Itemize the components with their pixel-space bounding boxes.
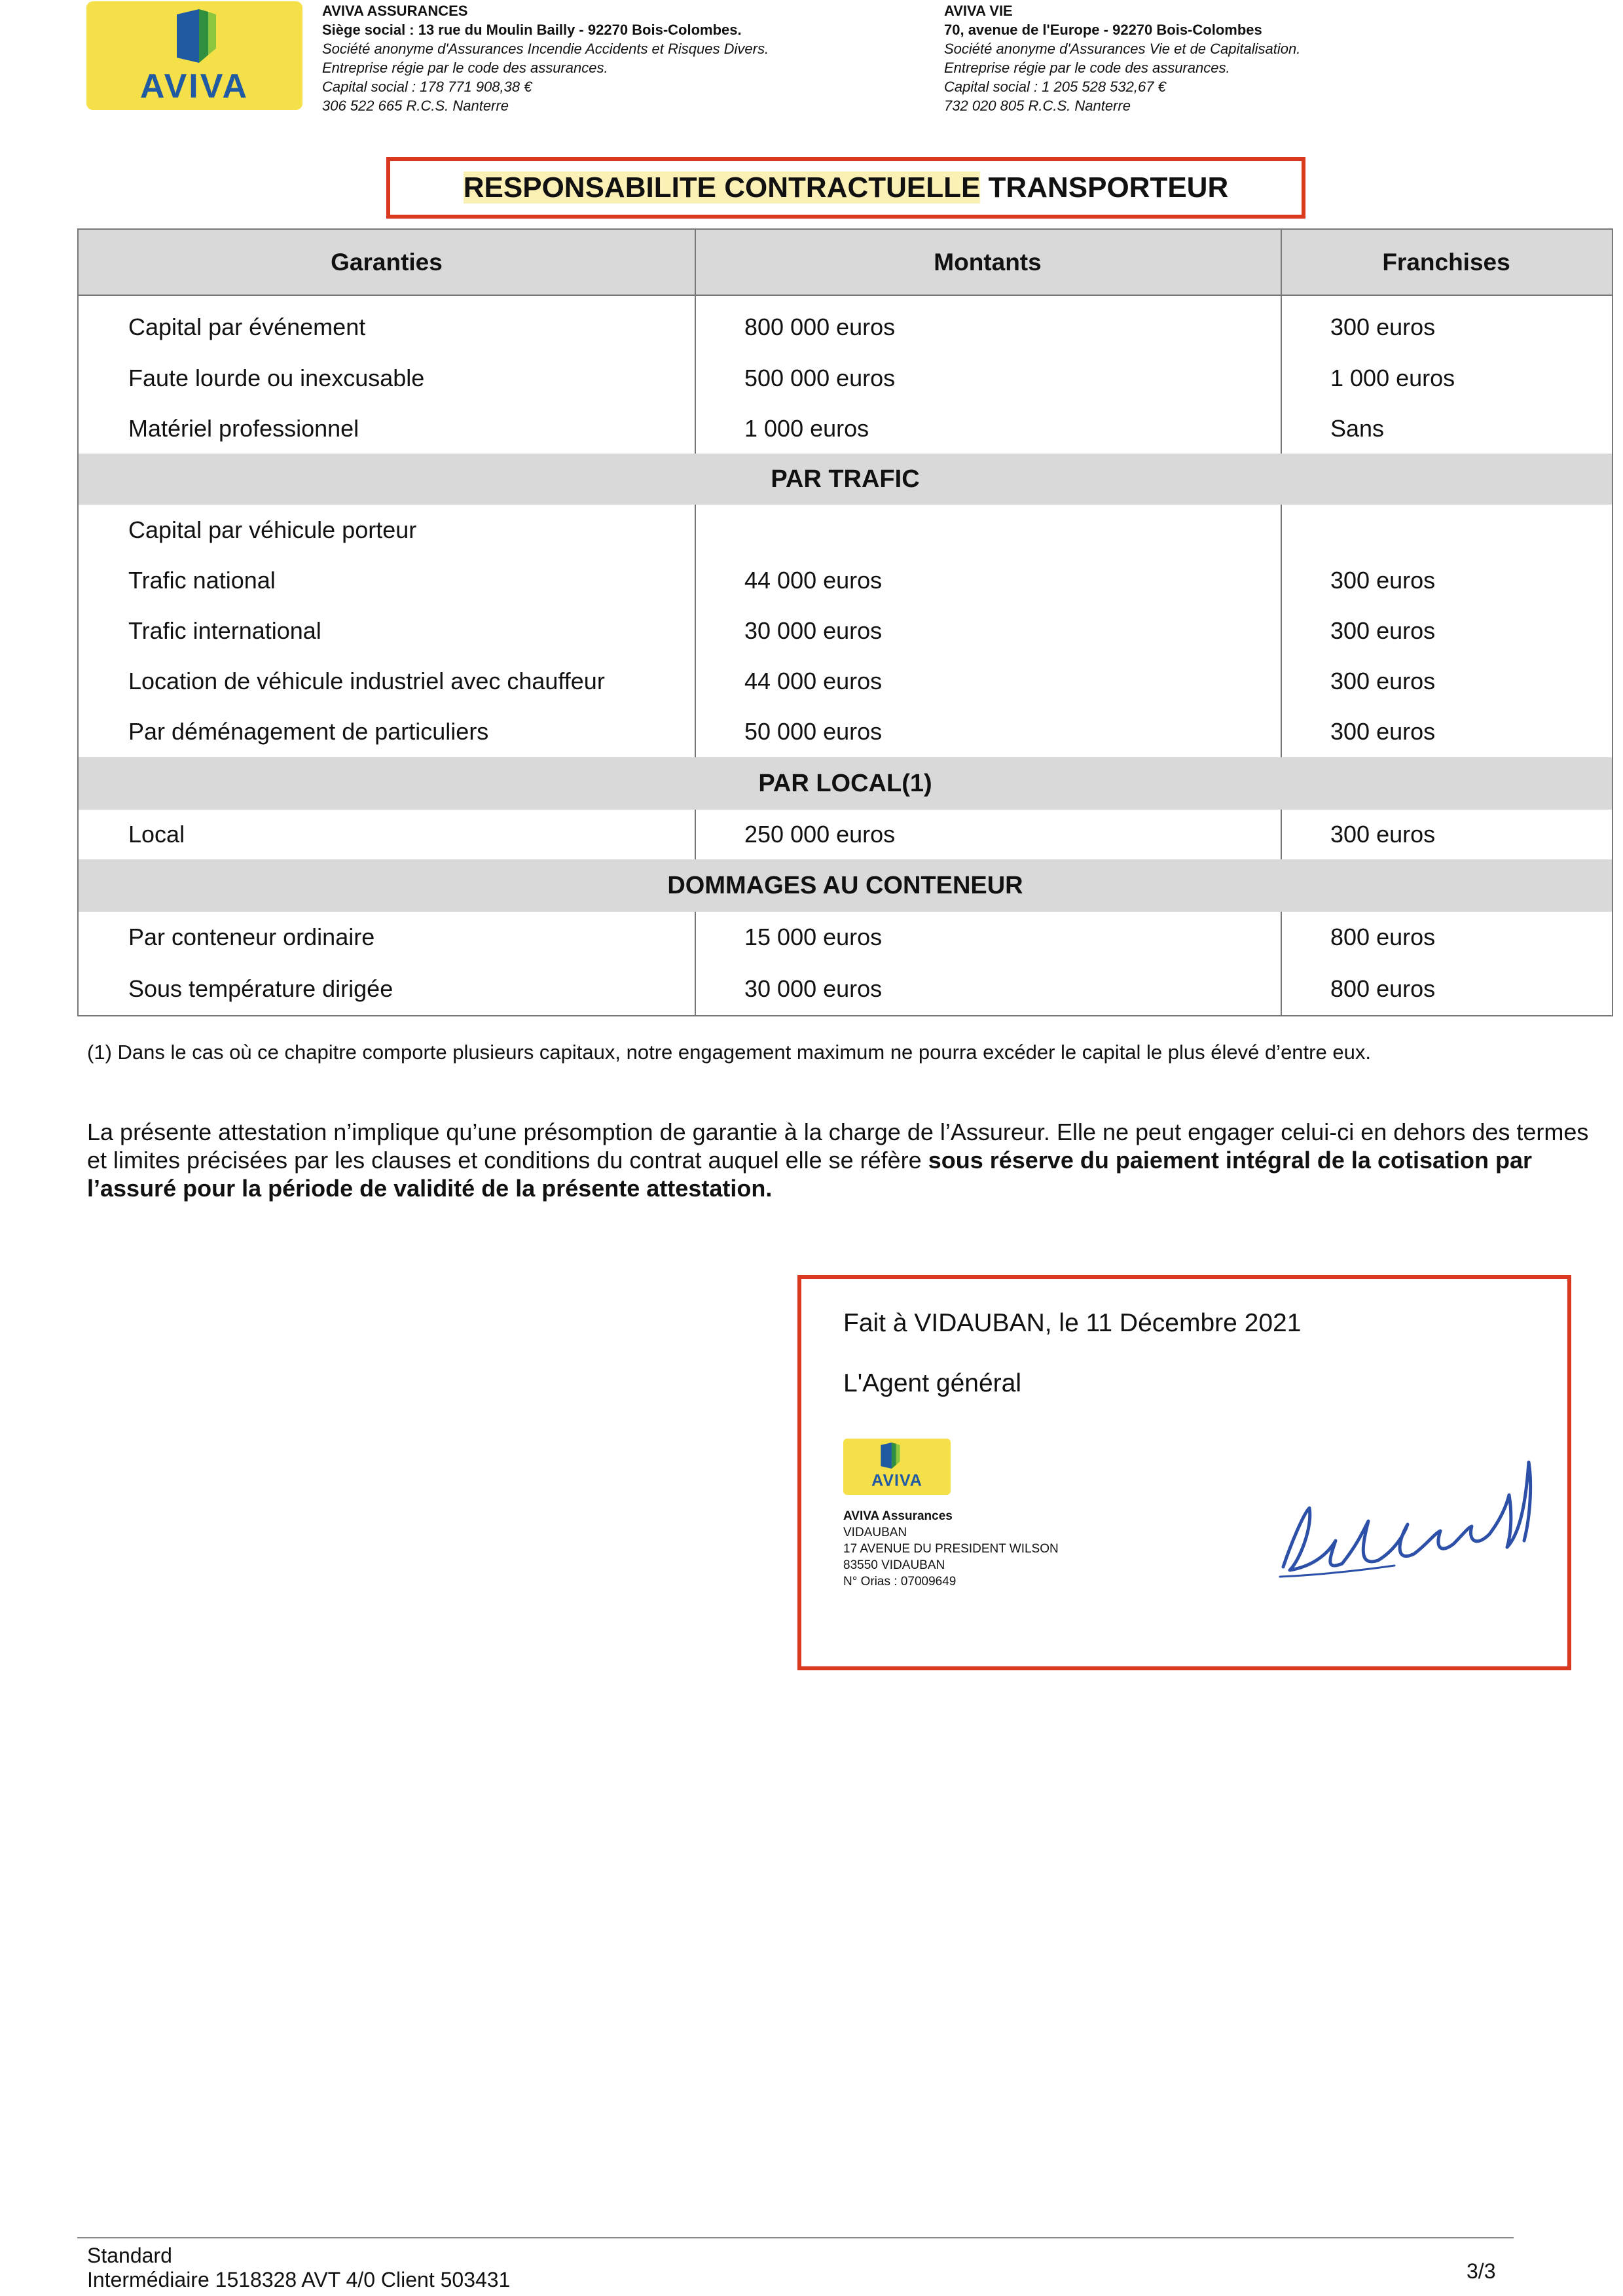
footer-line-1: Standard [87,2244,172,2267]
table-row [79,404,1612,454]
company-detail: 306 522 665 R.C.S. Nanterre [322,98,509,114]
cell-montant: 30 000 euros [744,975,883,1002]
aviva-logo [86,1,302,110]
footer-line-2: Intermédiaire 1518328 AVT 4/0 Client 503431 [87,2268,511,2291]
disclaimer-bold: sous réserve du paiement intégral de la cotisation par l’assuré pour la période de validité de la présente attestation. [87,1147,1532,1202]
stamp-postcode: 83550 VIDAUBAN [843,1558,945,1572]
header-montants: Montants [934,248,1042,276]
cell-franchise: Sans [1330,415,1385,442]
table-footnote: (1) Dans le cas où ce chapitre comporte plusieurs capitaux, notre engagement maximum ne pourra excéder le capital le plus élevé d’entre eux. [87,1041,1371,1064]
cell-franchise: 800 euros [1330,975,1436,1002]
company-info-left [322,1,924,115]
stamp-address: 17 AVENUE DU PRESIDENT WILSON [843,1542,1059,1556]
cell-franchise: 300 euros [1330,668,1436,694]
table-row [79,556,1612,605]
cell-garantie: Location de véhicule industriel avec chauffeur [128,668,605,694]
section-row-local [79,757,1612,810]
table-row [79,656,1612,706]
header-garanties: Garanties [331,248,443,276]
cell-montant: 800 000 euros [744,314,896,340]
company-name: AVIVA ASSURANCES [322,3,468,19]
cell-montant: 30 000 euros [744,617,883,644]
cell-franchise: 800 euros [1330,924,1436,950]
section-title: DOMMAGES AU CONTENEUR [667,871,1023,899]
agency-stamp [843,1508,1059,1590]
cell-garantie: Par conteneur ordinaire [128,924,375,950]
cell-montant: 50 000 euros [744,718,883,745]
table-row [79,505,1612,556]
company-address: Siège social : 13 rue du Moulin Bailly - 92270 Bois-Colombes. [322,22,742,38]
table-row [79,353,1612,404]
cell-garantie: Matériel professionnel [128,415,359,442]
footer [87,2244,510,2292]
stamp-logo [843,1439,951,1495]
table-header-row [79,230,1612,296]
footer-divider [77,2237,1514,2238]
stamp-logo-text: AVIVA [871,1471,922,1490]
section-title: PAR LOCAL(1) [758,769,932,797]
cell-franchise: 300 euros [1330,821,1436,848]
disclaimer-paragraph [87,1118,1606,1202]
cell-montant: 500 000 euros [744,365,896,391]
company-info-right [944,1,1573,115]
section-row-trafic [79,454,1612,505]
stamp-city: VIDAUBAN [843,1526,907,1539]
handwritten-signature [1264,1436,1545,1606]
cell-garantie: Trafic national [128,567,276,594]
company-detail: Capital social : 178 771 908,38 € [322,79,532,95]
cell-garantie: Faute lourde ou inexcusable [128,365,425,391]
cell-franchise: 300 euros [1330,314,1436,340]
stamp-name: AVIVA Assurances [843,1509,953,1523]
cell-garantie: Capital par événement [128,314,366,340]
company-detail: 732 020 805 R.C.S. Nanterre [944,98,1131,114]
cell-franchise: 300 euros [1330,617,1436,644]
cell-garantie: Par déménagement de particuliers [128,718,489,745]
cell-franchise: 1 000 euros [1330,365,1455,391]
document-title-box [386,157,1305,219]
table-row [79,706,1612,757]
table-row [79,810,1612,859]
table-row [79,605,1612,656]
cell-franchise: 300 euros [1330,567,1436,594]
aviva-flag-icon [177,9,216,63]
cell-garantie: Trafic international [128,617,321,644]
cell-montant: 1 000 euros [744,415,869,442]
company-detail: Entreprise régie par le code des assurances. [322,60,608,76]
document-title [390,161,1302,215]
page-number: 3/3 [1467,2259,1496,2283]
company-detail: Société anonyme d'Assurances Vie et de Capitalisation. [944,41,1301,57]
logo-text: AVIVA [139,67,249,105]
cell-montant: 44 000 euros [744,668,883,694]
disclaimer-text: La présente attestation n’implique qu’une présomption de garantie à la charge de l’Assureur. Elle ne peut engager celui-ci en dehors des termes et limites précisées par les clauses et conditions du contrat auquel elle se réfère [87,1119,1589,1174]
cell-montant: 44 000 euros [744,567,883,594]
signature-box [797,1275,1571,1670]
header-franchises: Franchises [1382,248,1510,276]
title-highlighted: RESPONSABILITE CONTRACTUELLE [463,171,981,204]
table-row [79,302,1612,353]
cell-garantie: Local [128,821,185,848]
company-address: 70, avenue de l'Europe - 92270 Bois-Colombes [944,22,1262,38]
company-detail: Entreprise régie par le code des assurances. [944,60,1230,76]
cell-montant: 250 000 euros [744,821,896,848]
table-row [79,963,1612,1015]
stamp-orias: N° Orias : 07009649 [843,1575,957,1588]
section-title: PAR TRAFIC [771,465,920,493]
table-row [79,912,1612,963]
cell-franchise: 300 euros [1330,718,1436,745]
place-date: Fait à VIDAUBAN, le 11 Décembre 2021 [843,1309,1302,1337]
cell-garantie: Sous température dirigée [128,975,393,1002]
section-row-conteneur [79,859,1612,912]
company-detail: Capital social : 1 205 528 532,67 € [944,79,1166,95]
title-rest: TRANSPORTEUR [980,171,1229,204]
cell-montant [695,505,1281,556]
cell-montant: 15 000 euros [744,924,883,950]
cell-garantie: Capital par véhicule porteur [128,516,417,543]
company-name: AVIVA VIE [944,3,1013,19]
cell-franchise [1281,505,1612,556]
agent-role: L'Agent général [843,1369,1021,1397]
company-detail: Société anonyme d'Assurances Incendie Accidents et Risques Divers. [322,41,769,57]
guarantees-table [77,228,1613,1016]
aviva-flag-icon [880,1443,901,1469]
